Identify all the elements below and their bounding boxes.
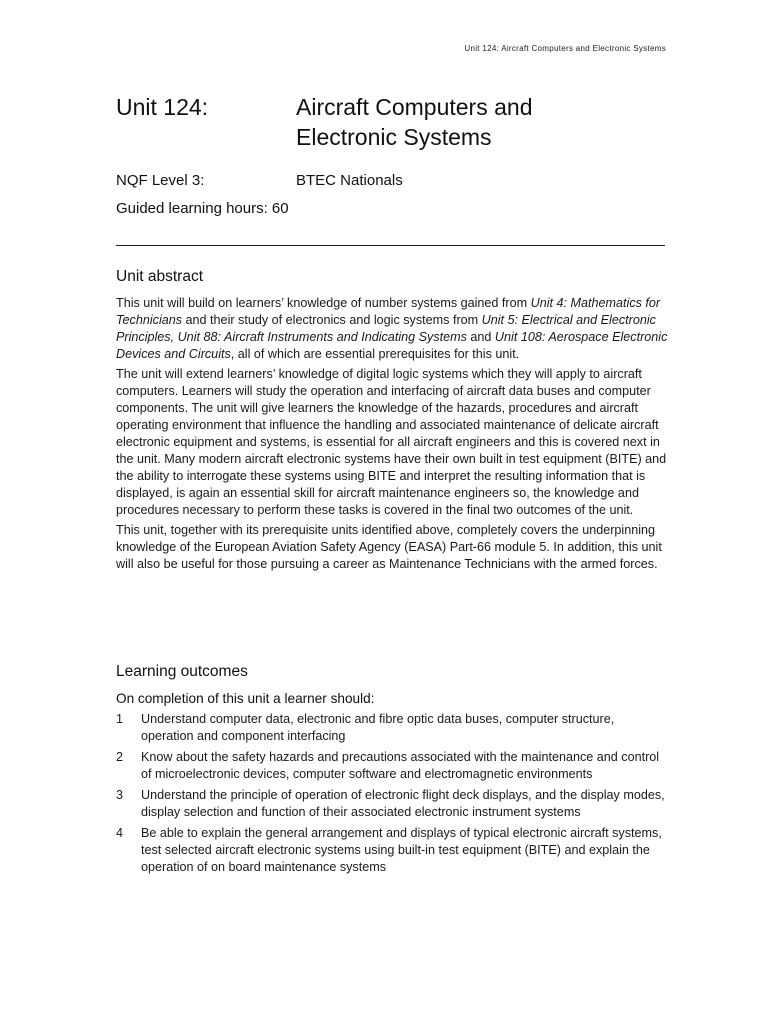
abstract-paragraph-2: The unit will extend learners’ knowledge of digital logic systems which they will apply to aircraft computers. Learners will study the operation and interfacing of aircraft data buses and computer components. The unit will give learners the knowledge of the hazards, procedures and aircraft operating environment that influence the handling and associated maintenance of delicate aircraft electronic equipment and systems, is essential for all aircraft engineers and this is covered next in the unit. Many modern aircraft electronic systems have their own built in test equipment (BITE) and the ability to interrogate these systems using BITE and interpret the resulting information that is displayed, is again an essential skill for aircraft maintenance engineers so, the knowledge and procedures necessary to perform these tasks is covered in the final two outcomes of the unit. [116, 367, 667, 517]
abstract-p1-unit-108: Unit 108: Aerospace Electronic Devices and Circuits [116, 330, 668, 361]
unit-name-line-1: Aircraft Computers and [296, 94, 533, 120]
abstract-p1-units-5-88: Unit 5: Electrical and Electronic Principles, Unit 88: Aircraft Instruments and Indicating Systems [116, 313, 656, 344]
learning-outcomes-intro: On completion of this unit a learner should: [116, 691, 375, 706]
unit-name [296, 92, 636, 152]
outcome-text: Know about the safety hazards and precautions associated with the maintenance and control of microelectronic devices, computer software and electromagnetic environments [141, 750, 660, 781]
abstract-p1-unit-4: Unit 4: Mathematics for Technicians [116, 296, 661, 327]
nqf-level-value: BTEC Nationals [296, 172, 403, 189]
outcome-item [116, 825, 668, 876]
running-header-unit: Unit 124: [464, 44, 500, 53]
nqf-level-label: NQF Level 3: [116, 172, 205, 189]
abstract-p1-text-b: and their study of electronics and logic systems from [182, 313, 482, 327]
outcome-number: 3 [116, 788, 124, 802]
nqf-level-row [116, 171, 676, 191]
outcome-number: 4 [116, 826, 124, 840]
unit-abstract-body [116, 295, 668, 576]
unit-abstract-heading: Unit abstract [116, 268, 204, 285]
section-divider [116, 245, 665, 246]
abstract-paragraph-1 [116, 295, 668, 363]
outcome-number: 1 [116, 712, 124, 726]
running-header [464, 44, 666, 53]
outcome-text: Understand the principle of operation of electronic flight deck displays, and the display modes, display selection and function of their associated electronic instrument systems [141, 788, 665, 819]
abstract-p1-text-c: and [466, 330, 495, 344]
outcome-text: Be able to explain the general arrangement and displays of typical electronic aircraft systems, test selected aircraft electronic systems using built-in test equipment (BITE) and explain the operation of on board maintenance systems [141, 826, 662, 874]
unit-name-line-2: Electronic Systems [296, 124, 492, 150]
outcome-item [116, 749, 668, 783]
unit-number: Unit 124: [116, 94, 209, 120]
outcome-text: Understand computer data, electronic and fibre optic data buses, computer structure, operation and component interfacing [141, 712, 615, 743]
guided-learning-hours: Guided learning hours: 60 [116, 200, 289, 217]
outcome-item [116, 711, 668, 745]
abstract-p1-text-d: , all of which are essential prerequisites for this unit. [230, 347, 520, 361]
abstract-paragraph-3: This unit, together with its prerequisite units identified above, completely covers the underpinning knowledge of the European Aviation Safety Agency (EASA) Part-66 module 5. In addition, this unit will also be useful for those pursuing a career as Maintenance Technicians with the armed forces. [116, 523, 662, 571]
learning-outcomes-list [116, 711, 668, 880]
outcome-item [116, 787, 668, 821]
running-header-title: Aircraft Computers and Electronic Systems [501, 44, 666, 53]
learning-outcomes-heading: Learning outcomes [116, 663, 248, 680]
outcome-number: 2 [116, 750, 124, 764]
abstract-p1-text-a: This unit will build on learners’ knowledge of number systems gained from [116, 296, 531, 310]
